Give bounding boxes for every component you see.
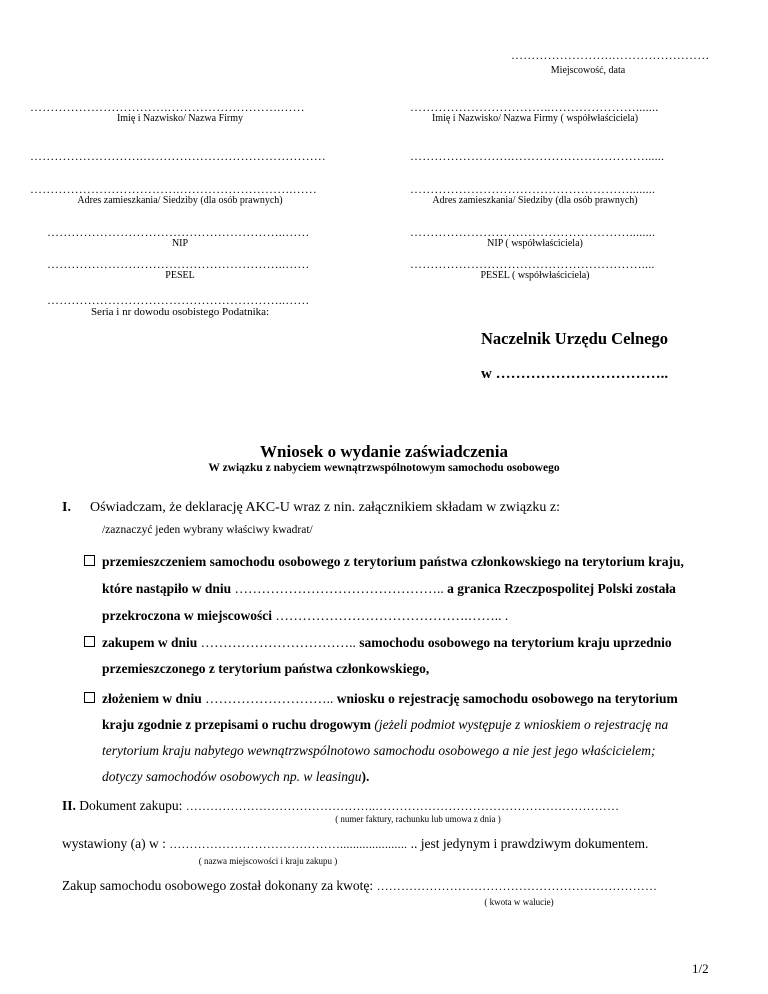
- amount-field[interactable]: ……………………………………………………………: [376, 879, 658, 893]
- option-3-date-field[interactable]: ………………………..: [205, 691, 334, 706]
- option-2: zakupem w dniu …………………………….. samochodu osobowego na terytorium kraju uprzednio: [84, 635, 672, 651]
- place-date-field[interactable]: …………………….……………………: [511, 48, 710, 62]
- nip-label: NIP: [171, 238, 189, 249]
- issued-place-caption: ( nazwa miejscowości i kraju zakupu ): [198, 856, 338, 866]
- coowner-address-field[interactable]: ………………………………………………........: [410, 182, 656, 196]
- id-card-field[interactable]: …………………………………………………..……: [47, 293, 310, 307]
- option-1-line-2: które nastąpiło w dniu ……………………………………….. a granica Rzeczpospolitej Polski została: [102, 581, 676, 596]
- section-2-line: II. Dokument zakupu: ………………………………………..……………………………………………………: [62, 798, 620, 813]
- purchase-document-caption: ( numer faktury, rachunku lub umowa z dnia ): [335, 814, 501, 824]
- option-1-line-3: przekroczona w miejscowości …………………………………….…….. .: [102, 608, 509, 623]
- option-3-checkbox[interactable]: [84, 692, 95, 703]
- option-3: złożeniem w dniu ……………………….. wniosku o rejestrację samochodu osobowego na terytorium: [84, 691, 678, 707]
- section-1-number: I.: [62, 500, 71, 515]
- option-1-place-field[interactable]: …………………………………….…….. .: [275, 608, 509, 623]
- place-date-label: Miejscowość, data: [550, 65, 626, 76]
- coowner-pesel-field[interactable]: …………………………………………………....: [410, 257, 655, 271]
- section-1-text: Oświadczam, że deklarację AKC-U wraz z nin. załącznikiem składam w związku z:: [90, 500, 560, 515]
- name-field[interactable]: …………………………….……………………….……: [30, 100, 305, 114]
- nip-field[interactable]: …………………………………………………..……: [47, 225, 310, 239]
- coowner-nip-label: NIP ( współwłaściciela): [487, 238, 583, 249]
- option-2-date-field[interactable]: ……………………………..: [200, 635, 356, 650]
- amount-line: Zakup samochodu osobowego został dokonany za kwotę: ……………………………………………………………: [62, 878, 658, 893]
- page-number: 1/2: [692, 961, 709, 976]
- option-1-date-field[interactable]: ………………………………………..: [234, 581, 444, 596]
- issued-place-field[interactable]: …………………………………….....................: [169, 837, 408, 851]
- address-label: Adres zamieszkania/ Siedziby (dla osób prawnych): [77, 195, 283, 206]
- option-2-line-2: przemieszczonego z terytorium państwa członkowskiego,: [102, 661, 430, 676]
- purchase-document-field[interactable]: ………………………………………..……………………………………………………: [185, 799, 620, 813]
- addressee-title: Naczelnik Urzędu Celnego: [481, 329, 668, 348]
- section-1-note: /zaznaczyć jeden wybrany właściwy kwadrat/: [102, 524, 313, 536]
- pesel-label: PESEL: [165, 270, 195, 281]
- option-1-checkbox[interactable]: [84, 555, 95, 566]
- option-3-line-2: kraju zgodnie z przepisami o ruchu drogowym (jeżeli podmiot występuje z wnioskiem o rejestrację na: [102, 717, 669, 732]
- coowner-address-label: Adres zamieszkania/ Siedziby (dla osób prawnych): [432, 195, 638, 206]
- pesel-field[interactable]: …………………………………………………..……: [47, 257, 310, 271]
- coowner-name-field-2[interactable]: …………………….……………………………......: [410, 149, 665, 163]
- address-field[interactable]: ……………………………….……………………….……: [30, 182, 317, 196]
- option-3-line-3: terytorium kraju nabytego wewnątrzwspólnotowo samochodu osobowego a nie jest jego właścicielem;: [102, 743, 656, 758]
- amount-caption: ( kwota w walucie): [484, 897, 554, 907]
- document-subtitle: W związku z nabyciem wewnątrzwspólnotowym samochodu osobowego: [208, 462, 560, 474]
- issued-line: wystawiony (a) w : ……………………………………..................... .. jest jedynym i prawdziwym dokumentem.: [62, 836, 649, 851]
- option-1-line-1: przemieszczeniem samochodu osobowego z terytorium państwa członkowskiego na terytorium kraju,: [102, 554, 684, 569]
- section-2-number: II.: [62, 798, 76, 813]
- id-card-label: Seria i nr dowodu osobistego Podatnika:: [90, 306, 270, 318]
- document-title: Wniosek o wydanie zaświadczenia: [260, 442, 508, 461]
- option-1: [84, 554, 684, 570]
- coowner-name-label: Imię i Nazwisko/ Nazwa Firmy ( współwłaściciela): [431, 113, 639, 124]
- option-3-line-4: dotyczy samochodów osobowych np. w leasingu).: [102, 769, 370, 784]
- option-2-checkbox[interactable]: [84, 636, 95, 647]
- addressee-location-field[interactable]: w ……………………………..: [481, 366, 669, 382]
- coowner-nip-field[interactable]: ………………………………………………........: [410, 225, 656, 239]
- name-field-2[interactable]: ……………………….………………………………………: [30, 149, 326, 163]
- coowner-name-field[interactable]: ……………………………..………………….......: [410, 100, 659, 114]
- name-label: Imię i Nazwisko/ Nazwa Firmy: [116, 113, 244, 124]
- coowner-pesel-label: PESEL ( współwłaściciela): [480, 270, 590, 281]
